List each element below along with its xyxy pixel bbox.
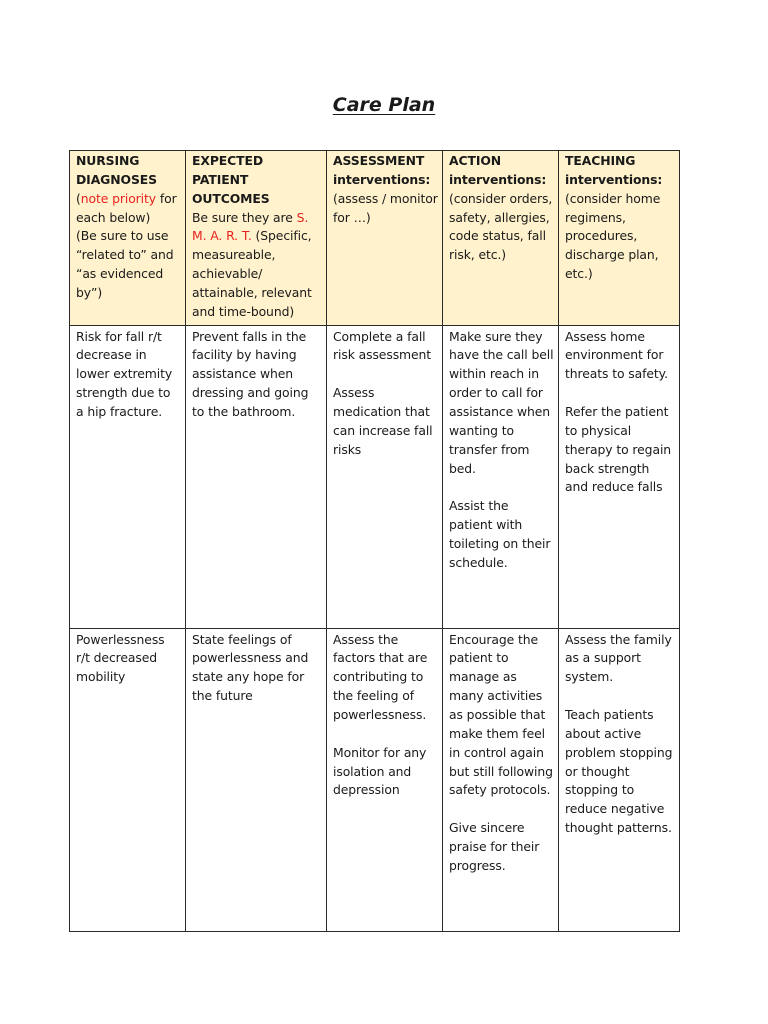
- assessment-cell: [327, 628, 443, 931]
- page-title: Care Plan: [332, 94, 436, 116]
- assessment-cell: [327, 325, 443, 628]
- action-text: Give sincere praise for their progress.: [449, 820, 540, 873]
- action-text: Encourage the patient to manage as many activities as possible that make them feel in control again but still following safety protocols.: [449, 631, 553, 798]
- table-row: [70, 325, 680, 628]
- outcome-cell: [186, 325, 327, 628]
- diagnosis-text: Powerlessness r/t decreased mobility: [76, 631, 165, 685]
- assessment-text: Assess medication that can increase fall risks: [333, 385, 433, 457]
- header-action-desc: (consider orders, safety, allergies, code status, fall risk, etc.): [449, 190, 553, 263]
- outcome-text: Prevent falls in the facility by having assistance when dressing and going to the bathroom.: [192, 328, 309, 419]
- action-text: Make sure they have the call bell within reach in order to call for assistance when wanting to transfer from bed.: [449, 328, 554, 476]
- header-nursing-diagnoses-related-to: (Be sure to use “related to” and “as evidenced by”): [76, 228, 174, 300]
- diagnosis-cell: [70, 628, 186, 931]
- outcome-cell: [186, 628, 327, 931]
- diagnosis-cell: [70, 325, 186, 628]
- header-expected-outcomes-smart-desc: (Specific, measureable, achievable/ attainable, relevant and time-bound): [192, 228, 312, 319]
- note-priority-label: note priority: [80, 190, 156, 206]
- action-cell: [443, 325, 559, 628]
- header-expected-outcomes-be-sure: Be sure they are: [192, 209, 297, 225]
- header-nursing-diagnoses-title: NURSING DIAGNOSES: [76, 153, 157, 187]
- teaching-cell: [559, 628, 680, 931]
- header-expected-outcomes-title: EXPECTED PATIENT OUTCOMES: [192, 153, 270, 206]
- teaching-cell: [559, 325, 680, 628]
- teaching-text: Refer the patient to physical therapy to regain back strength and reduce falls: [565, 403, 672, 495]
- header-nursing-diagnoses: [70, 151, 186, 326]
- teaching-text: Assess home environment for threats to safety.: [565, 328, 668, 382]
- header-action: [443, 151, 559, 326]
- assessment-text: Monitor for any isolation and depression: [333, 744, 427, 798]
- header-nursing-diagnoses-note: for each below): [76, 190, 177, 225]
- assessment-text: Complete a fall risk assessment: [333, 328, 432, 363]
- smart-label: S. M. A. R. T.: [192, 209, 309, 244]
- care-plan-table: [69, 150, 680, 932]
- action-text: Assist the patient with toileting on their schedule.: [449, 498, 551, 570]
- teaching-text: Teach patients about active problem stopping or thought stopping to reduce negative thought patterns.: [565, 706, 673, 836]
- header-teaching-desc: (consider home regimens, procedures, discharge plan, etc.): [565, 190, 661, 282]
- header-assessment-title: ASSESSMENT interventions:: [333, 153, 431, 187]
- header-teaching-title: TEACHING interventions:: [565, 153, 663, 187]
- assessment-text: Assess the factors that are contributing to the feeling of powerlessness.: [333, 631, 428, 722]
- header-expected-outcomes: [186, 151, 327, 326]
- outcome-text: State feelings of powerlessness and state any hope for the future: [192, 631, 309, 704]
- header-assessment: [327, 151, 443, 326]
- header-assessment-desc: (assess / monitor for …): [333, 190, 438, 225]
- action-cell: [443, 628, 559, 931]
- header-action-title: ACTION interventions:: [449, 153, 547, 187]
- teaching-text: Assess the family as a support system.: [565, 631, 672, 685]
- diagnosis-text: Risk for fall r/t decrease in lower extremity strength due to a hip fracture.: [76, 328, 173, 419]
- table-row: [70, 628, 680, 931]
- header-teaching: [559, 151, 680, 326]
- table-header-row: [70, 151, 680, 326]
- header-nursing-diagnoses-open-paren: (: [76, 190, 81, 206]
